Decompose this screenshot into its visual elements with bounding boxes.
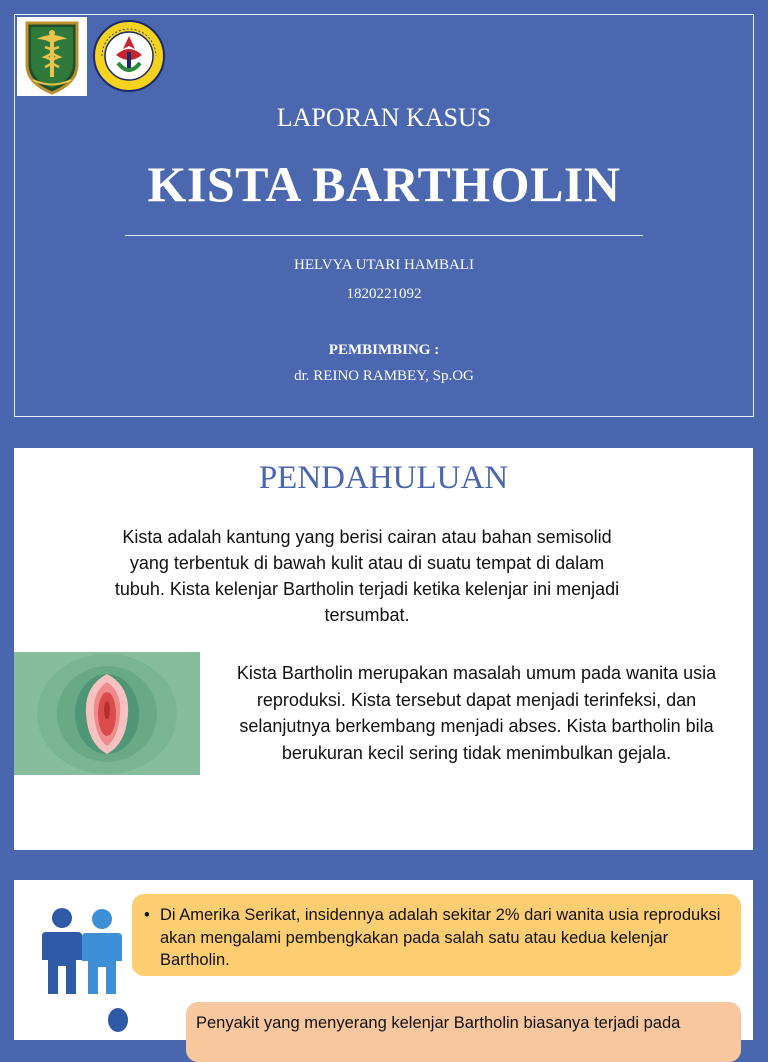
bullet: • <box>144 906 150 924</box>
advisor-name: dr. REINO RAMBEY, Sp.OG <box>294 368 474 384</box>
title-slide <box>14 14 754 417</box>
statistics-text: Di Amerika Serikat, insidennya adalah sekitar 2% dari wanita usia reproduksi akan mengalami pembengkakan pada salah satu atau kedua kelenjar Bartholin. <box>160 906 721 969</box>
statistics-item <box>144 904 727 972</box>
intro-paragraph: Kista adalah kantung yang berisi cairan atau bahan semisolid yang terbentuk di bawah kulit atau di suatu tempat di dalam tubuh. Kista kelenjar Bartholin terjadi ketika kelenjar ini menjadi tersumbat. <box>114 527 620 625</box>
slide-title: KISTA BARTHOLIN <box>147 156 621 212</box>
advisor-label: PEMBIMBING : <box>328 342 440 358</box>
report-label: LAPORAN KASUS <box>276 103 492 132</box>
title-divider <box>125 235 643 236</box>
statistics-list <box>144 904 727 972</box>
epidemiology-slide <box>14 880 753 1040</box>
medical-logo-container <box>17 17 87 96</box>
statistics-note <box>132 894 741 976</box>
anatomy-illustration-icon <box>14 652 200 775</box>
university-emblem-logo-icon <box>92 19 166 93</box>
section-heading: PENDAHULUAN <box>258 460 509 496</box>
student-id: 1820221092 <box>346 286 422 302</box>
person-icon <box>102 1006 142 1046</box>
medical-caduceus-logo-icon <box>17 17 87 96</box>
bartholin-paragraph: Kista Bartholin merupakan masalah umum pada wanita usia reproduksi. Kista tersebut dapat menjadi terinfeksi, dan selanjutnya berkembang menjadi abses. Kista bartholin bila berukuran kecil sering tidak menimbulkan gejala. <box>236 663 717 763</box>
author-name: HELVYA UTARI HAMBALI <box>294 257 474 273</box>
people-icon <box>36 908 126 996</box>
disease-note: Penyakit yang menyerang kelenjar Bartholin biasanya terjadi pada <box>186 1002 741 1062</box>
university-logo-container <box>92 19 166 93</box>
introduction-slide <box>14 448 753 850</box>
